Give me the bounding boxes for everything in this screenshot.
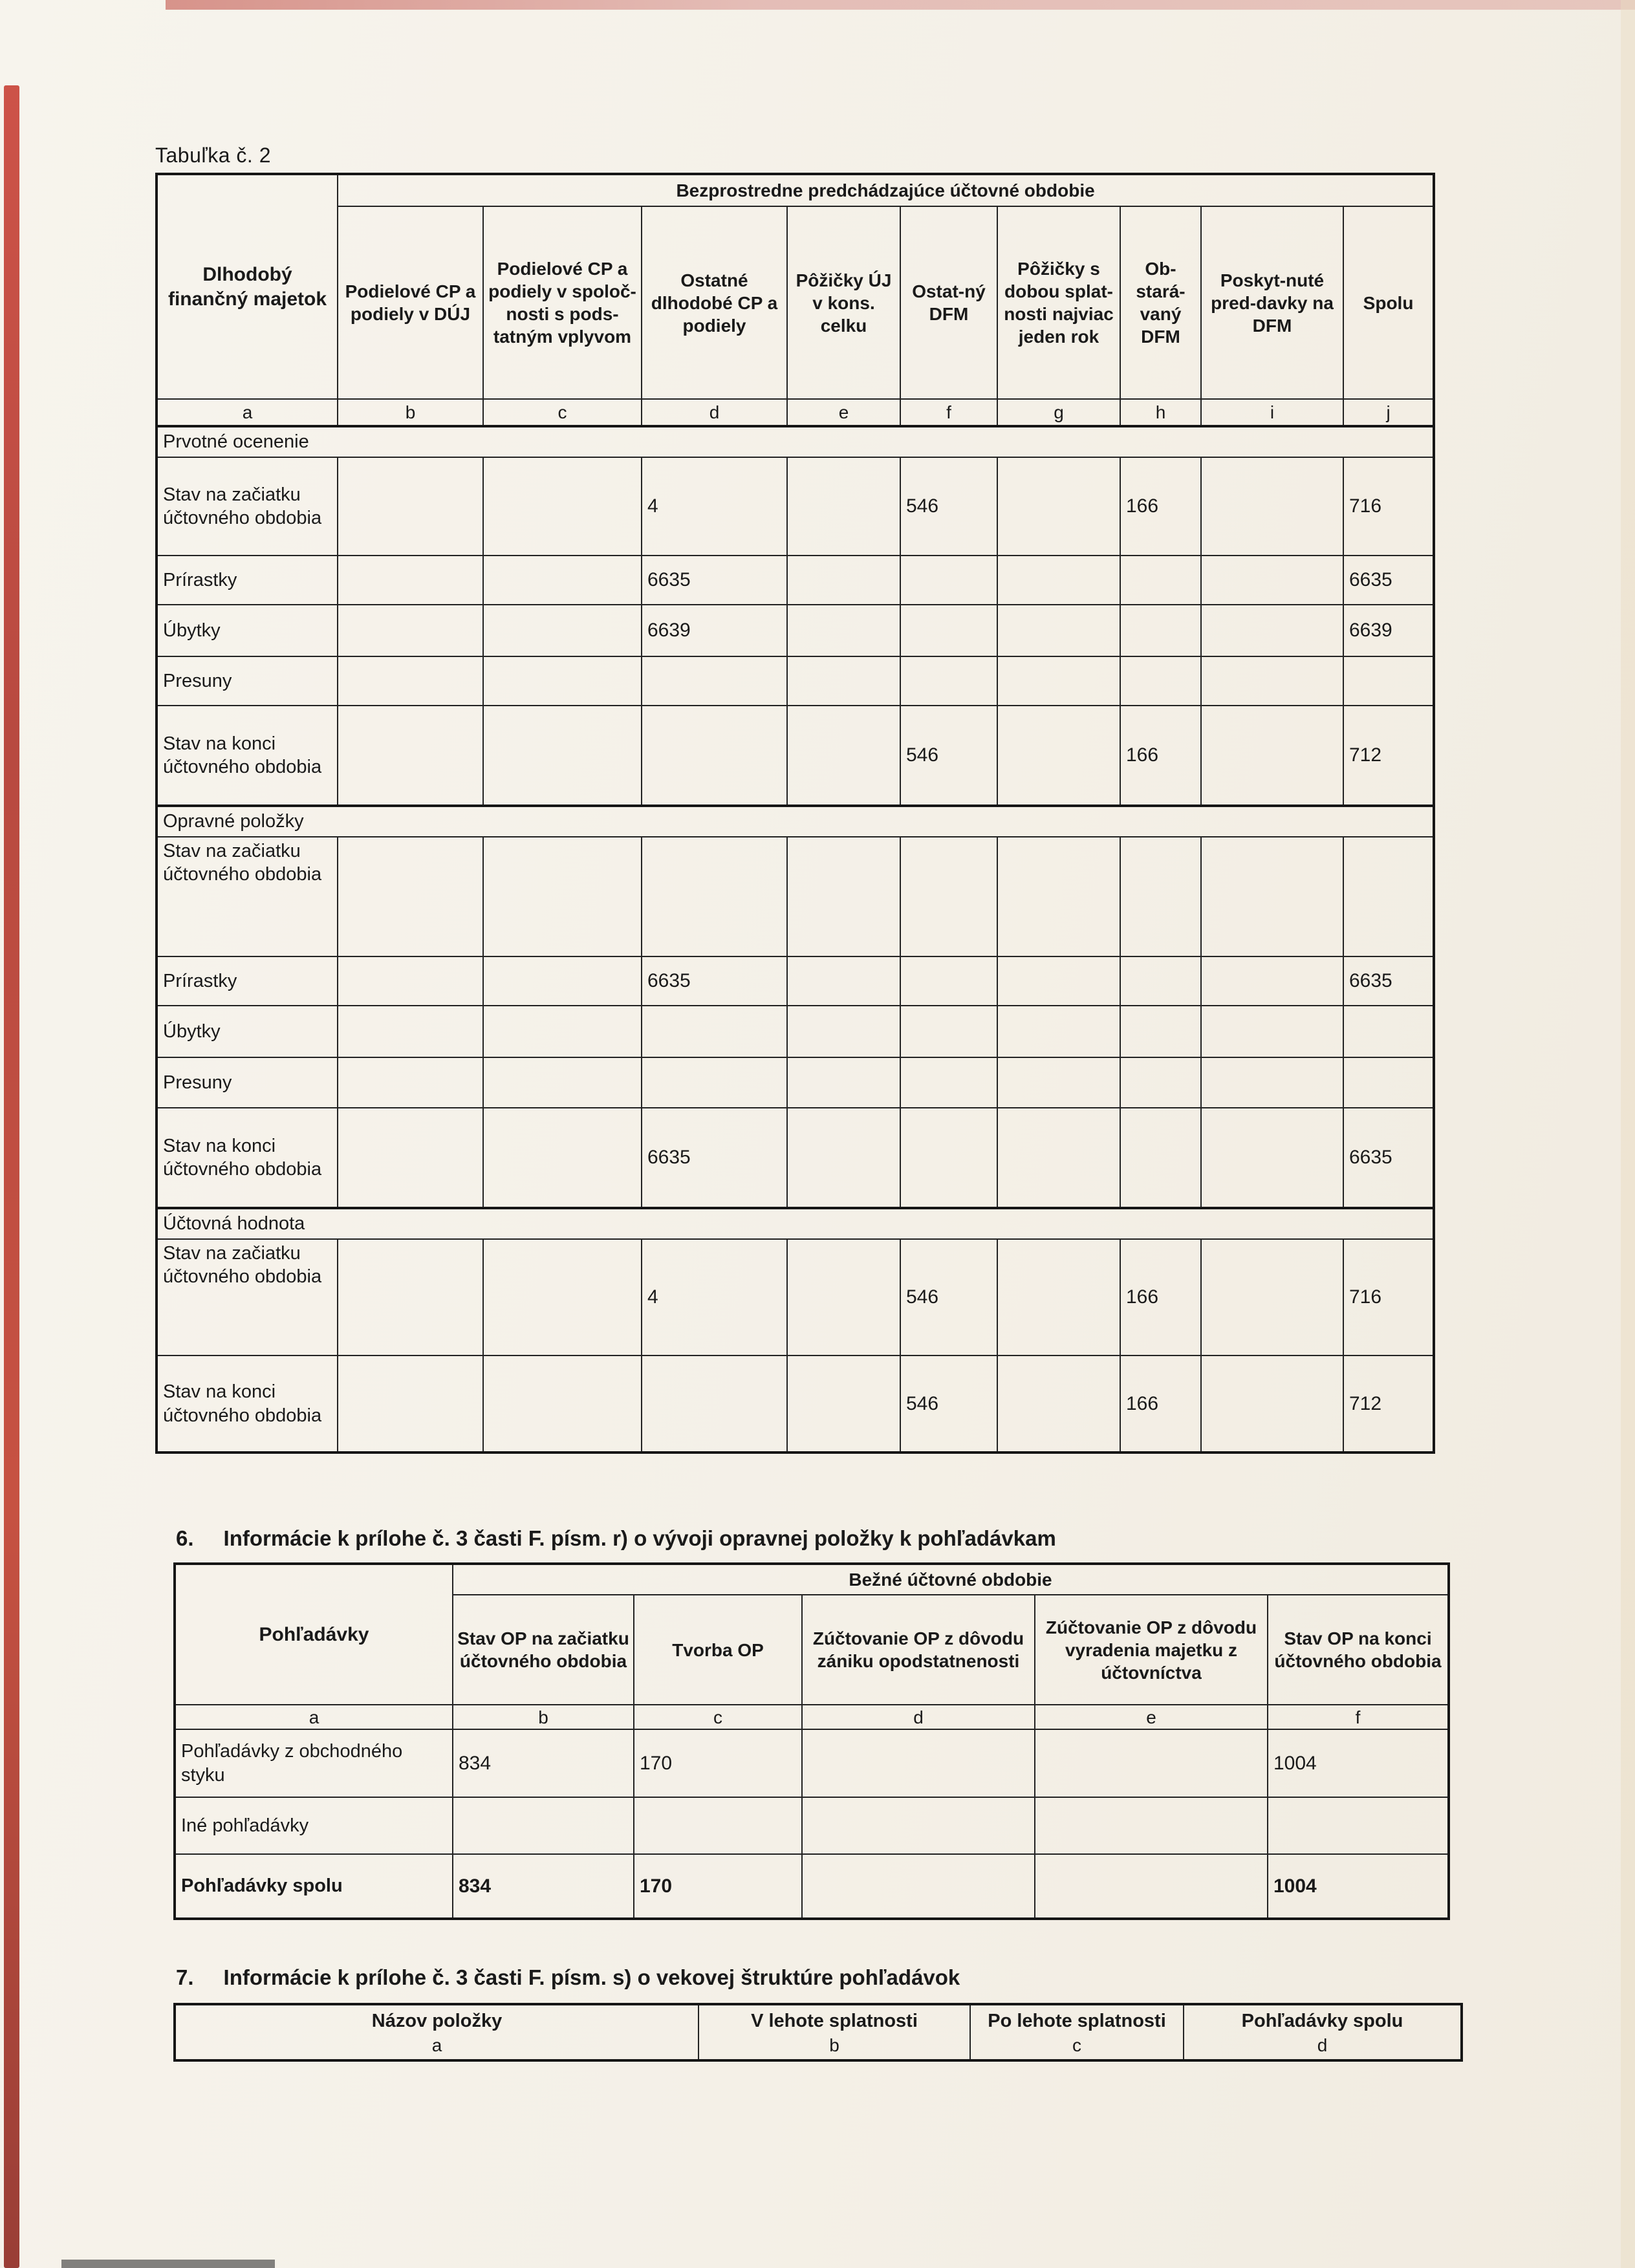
cell: 166	[1120, 457, 1201, 556]
cell	[1120, 956, 1201, 1006]
column-header-label: Názov položky	[371, 2011, 503, 2031]
cell: 170	[634, 1729, 802, 1797]
cell	[642, 656, 787, 706]
receivables-age-structure-table	[173, 2003, 1463, 2062]
column-letter: a	[431, 2035, 442, 2056]
column-header-label: Pohľadávky spolu	[1241, 2011, 1403, 2031]
cell	[802, 1729, 1035, 1797]
section-title: Prvotné ocenenie	[157, 426, 1434, 457]
column-header-c: Tvorba OP	[634, 1595, 802, 1705]
row-label: Stav na začiatku účtovného obdobia	[157, 837, 338, 956]
cell: 6635	[1343, 1108, 1434, 1208]
cell	[483, 556, 642, 605]
cell	[483, 605, 642, 656]
column-letter: b	[338, 399, 483, 426]
cell: 6635	[642, 956, 787, 1006]
receivables-provision-table	[173, 1562, 1450, 1920]
column-letter: h	[1120, 399, 1201, 426]
cell	[338, 1108, 483, 1208]
cell	[900, 656, 997, 706]
column-letter: c	[1072, 2035, 1081, 2056]
section-header-row	[157, 426, 1434, 457]
table-row	[157, 1057, 1434, 1108]
column-header-b: Stav OP na začiatku účtovného obdobia	[453, 1595, 634, 1705]
column-letter: c	[483, 399, 642, 426]
table-row	[157, 706, 1434, 806]
row-label: Úbytky	[157, 605, 338, 656]
cell	[787, 1239, 900, 1355]
table-row	[157, 1239, 1434, 1355]
cell: 166	[1120, 1239, 1201, 1355]
cell	[787, 457, 900, 556]
cell	[338, 656, 483, 706]
table-header-row	[175, 2004, 1462, 2060]
cell	[1343, 656, 1434, 706]
column-header-a	[175, 2004, 698, 2060]
cell	[1120, 556, 1201, 605]
cell	[900, 556, 997, 605]
cell	[338, 556, 483, 605]
section-7-number: 7.	[176, 1965, 194, 1989]
cell	[1201, 956, 1343, 1006]
table-row	[157, 1108, 1434, 1208]
cell	[802, 1797, 1035, 1854]
column-letter: d	[1317, 2035, 1328, 2056]
column-header-label: V lehote splatnosti	[751, 2011, 918, 2031]
table-header-span-row	[157, 174, 1434, 206]
table-row	[157, 837, 1434, 956]
column-header-c: Podielové CP a podiely v spoloč-nosti s pods-tatným vplyvom	[483, 206, 642, 399]
cell	[997, 1006, 1120, 1057]
row-label: Prírastky	[157, 956, 338, 1006]
cell: 6635	[1343, 556, 1434, 605]
cell	[997, 1108, 1120, 1208]
column-header-j: Spolu	[1343, 206, 1434, 399]
cell	[338, 605, 483, 656]
cell	[997, 457, 1120, 556]
column-header-i: Poskyt-nuté pred-davky na DFM	[1201, 206, 1343, 399]
column-header-e: Pôžičky ÚJ v kons. celku	[787, 206, 900, 399]
cell	[642, 706, 787, 806]
cell	[1201, 1239, 1343, 1355]
cell	[997, 706, 1120, 806]
cell	[642, 1057, 787, 1108]
period-span-header: Bežné účtovné obdobie	[453, 1564, 1449, 1595]
cell	[483, 1239, 642, 1355]
cell: 6635	[1343, 956, 1434, 1006]
column-letter: i	[1201, 399, 1343, 426]
cell	[1035, 1854, 1268, 1919]
cell	[1201, 1057, 1343, 1108]
row-label: Stav na konci účtovného obdobia	[157, 706, 338, 806]
column-header-d	[1184, 2004, 1462, 2060]
cell: 712	[1343, 706, 1434, 806]
cell: 4	[642, 1239, 787, 1355]
cell	[1120, 605, 1201, 656]
cell: 1004	[1268, 1729, 1449, 1797]
cell	[787, 656, 900, 706]
column-header-dfm: Dlhodobý finančný majetok	[157, 174, 338, 399]
row-label: Presuny	[157, 1057, 338, 1108]
cell	[787, 706, 900, 806]
column-letter: f	[900, 399, 997, 426]
column-header-c	[970, 2004, 1184, 2060]
cell	[1201, 656, 1343, 706]
cell	[900, 837, 997, 956]
cell	[997, 956, 1120, 1006]
column-header-e: Zúčtovanie OP z dôvodu vyradenia majetku z účtovníctva	[1035, 1595, 1268, 1705]
column-header-label: Po lehote splatnosti	[988, 2011, 1166, 2031]
cell: 834	[453, 1854, 634, 1919]
table-row	[157, 457, 1434, 556]
cell: 546	[900, 1239, 997, 1355]
cell: 1004	[1268, 1854, 1449, 1919]
table-row	[175, 1797, 1449, 1854]
cell	[642, 837, 787, 956]
section-header-row	[157, 806, 1434, 837]
cell	[1120, 837, 1201, 956]
cell: 6639	[642, 605, 787, 656]
cell: 546	[900, 706, 997, 806]
cell	[483, 656, 642, 706]
row-label: Stav na konci účtovného obdobia	[157, 1108, 338, 1208]
cell: 712	[1343, 1355, 1434, 1453]
cell: 166	[1120, 706, 1201, 806]
cell	[900, 1006, 997, 1057]
section-title: Opravné položky	[157, 806, 1434, 837]
cell	[997, 1057, 1120, 1108]
table-header-span-row	[175, 1564, 1449, 1595]
section-6-number: 6.	[176, 1526, 194, 1550]
cell	[1201, 706, 1343, 806]
column-letter: a	[175, 1705, 453, 1729]
cell	[1120, 656, 1201, 706]
section-7-title: Informácie k prílohe č. 3 časti F. písm. s) o vekovej štruktúre pohľadávok	[223, 1965, 960, 1989]
cell	[483, 837, 642, 956]
cell	[1035, 1729, 1268, 1797]
column-header-d: Zúčtovanie OP z dôvodu zániku opodstatnenosti	[802, 1595, 1035, 1705]
cell	[787, 1355, 900, 1453]
column-letter: e	[787, 399, 900, 426]
row-label: Iné pohľadávky	[175, 1797, 453, 1854]
page-title: Tabuľka č. 2	[155, 144, 271, 167]
cell	[642, 1006, 787, 1057]
cell	[338, 837, 483, 956]
cell	[1120, 1108, 1201, 1208]
column-letter: c	[634, 1705, 802, 1729]
cell	[787, 605, 900, 656]
cell	[338, 1355, 483, 1453]
cell	[1201, 556, 1343, 605]
table-row	[157, 1355, 1434, 1453]
cell	[787, 1057, 900, 1108]
table-row	[157, 1006, 1434, 1057]
cell	[787, 1006, 900, 1057]
column-letters-row	[175, 1705, 1449, 1729]
cell	[483, 1108, 642, 1208]
cell	[1120, 1006, 1201, 1057]
cell	[1201, 1006, 1343, 1057]
column-letter: b	[829, 2035, 839, 2056]
table-total-row	[175, 1854, 1449, 1919]
section-6-title: Informácie k prílohe č. 3 časti F. písm. r) o vývoji opravnej položky k pohľadávkam	[223, 1526, 1056, 1550]
table-row	[157, 556, 1434, 605]
cell	[997, 556, 1120, 605]
cell	[338, 706, 483, 806]
cell	[997, 837, 1120, 956]
cell	[338, 1057, 483, 1108]
column-header-b	[698, 2004, 970, 2060]
section-6-heading	[176, 1526, 1635, 1551]
cell	[483, 1006, 642, 1057]
column-letters-row	[157, 399, 1434, 426]
section-7-heading	[176, 1965, 1635, 1990]
cell	[900, 605, 997, 656]
cell: 4	[642, 457, 787, 556]
cell: 170	[634, 1854, 802, 1919]
cell: 716	[1343, 457, 1434, 556]
cell	[634, 1797, 802, 1854]
cell	[787, 837, 900, 956]
cell: 546	[900, 1355, 997, 1453]
cell	[787, 956, 900, 1006]
column-header-h: Ob-stará-vaný DFM	[1120, 206, 1201, 399]
cell	[1201, 1355, 1343, 1453]
column-letter: e	[1035, 1705, 1268, 1729]
column-letter: d	[642, 399, 787, 426]
cell	[642, 1355, 787, 1453]
row-label: Stav na začiatku účtovného obdobia	[157, 1239, 338, 1355]
cell	[900, 1108, 997, 1208]
cell	[997, 1355, 1120, 1453]
cell	[997, 605, 1120, 656]
table-row	[157, 605, 1434, 656]
cell: 6639	[1343, 605, 1434, 656]
column-header-f: Stav OP na konci účtovného obdobia	[1268, 1595, 1449, 1705]
column-header-f: Ostat-ný DFM	[900, 206, 997, 399]
cell	[483, 1355, 642, 1453]
cell	[1120, 1057, 1201, 1108]
cell	[997, 1239, 1120, 1355]
cell	[338, 457, 483, 556]
cell	[802, 1854, 1035, 1919]
column-letter: a	[157, 399, 338, 426]
column-header-receivables: Pohľadávky	[175, 1564, 453, 1705]
table-row	[157, 656, 1434, 706]
column-letter: d	[802, 1705, 1035, 1729]
cell: 546	[900, 457, 997, 556]
row-label: Presuny	[157, 656, 338, 706]
row-label: Pohľadávky z obchodného styku	[175, 1729, 453, 1797]
row-label: Stav na začiatku účtovného obdobia	[157, 457, 338, 556]
cell	[483, 956, 642, 1006]
column-letter: f	[1268, 1705, 1449, 1729]
row-label: Pohľadávky spolu	[175, 1854, 453, 1919]
cell	[1201, 605, 1343, 656]
period-span-header: Bezprostredne predchádzajúce účtovné obdobie	[338, 174, 1434, 206]
cell	[453, 1797, 634, 1854]
column-letter: j	[1343, 399, 1434, 426]
cell	[483, 1057, 642, 1108]
column-letter: g	[997, 399, 1120, 426]
section-header-row	[157, 1208, 1434, 1239]
column-header-g: Pôžičky s dobou splat-nosti najviac jeden rok	[997, 206, 1120, 399]
cell	[1343, 1057, 1434, 1108]
cell: 716	[1343, 1239, 1434, 1355]
cell	[787, 1108, 900, 1208]
row-label: Stav na konci účtovného obdobia	[157, 1355, 338, 1453]
cell	[338, 956, 483, 1006]
section-title: Účtovná hodnota	[157, 1208, 1434, 1239]
table-row	[157, 956, 1434, 1006]
table-row	[175, 1729, 1449, 1797]
column-header-d: Ostatné dlhodobé CP a podiely	[642, 206, 787, 399]
cell	[787, 556, 900, 605]
cell	[483, 457, 642, 556]
cell	[1201, 1108, 1343, 1208]
cell	[1343, 1006, 1434, 1057]
dfm-movements-table	[155, 173, 1435, 1454]
table-header-row	[157, 206, 1434, 399]
cell	[1201, 457, 1343, 556]
scan-edge-artifact-bottom	[61, 2260, 275, 2268]
cell: 6635	[642, 556, 787, 605]
cell	[338, 1006, 483, 1057]
cell	[1201, 837, 1343, 956]
row-label: Prírastky	[157, 556, 338, 605]
cell: 834	[453, 1729, 634, 1797]
cell: 166	[1120, 1355, 1201, 1453]
cell: 6635	[642, 1108, 787, 1208]
cell	[1343, 837, 1434, 956]
cell	[997, 656, 1120, 706]
column-header-b: Podielové CP a podiely v DÚJ	[338, 206, 483, 399]
cell	[1035, 1797, 1268, 1854]
column-letter: b	[453, 1705, 634, 1729]
cell	[900, 1057, 997, 1108]
cell	[1268, 1797, 1449, 1854]
row-label: Úbytky	[157, 1006, 338, 1057]
cell	[483, 706, 642, 806]
cell	[338, 1239, 483, 1355]
cell	[900, 956, 997, 1006]
